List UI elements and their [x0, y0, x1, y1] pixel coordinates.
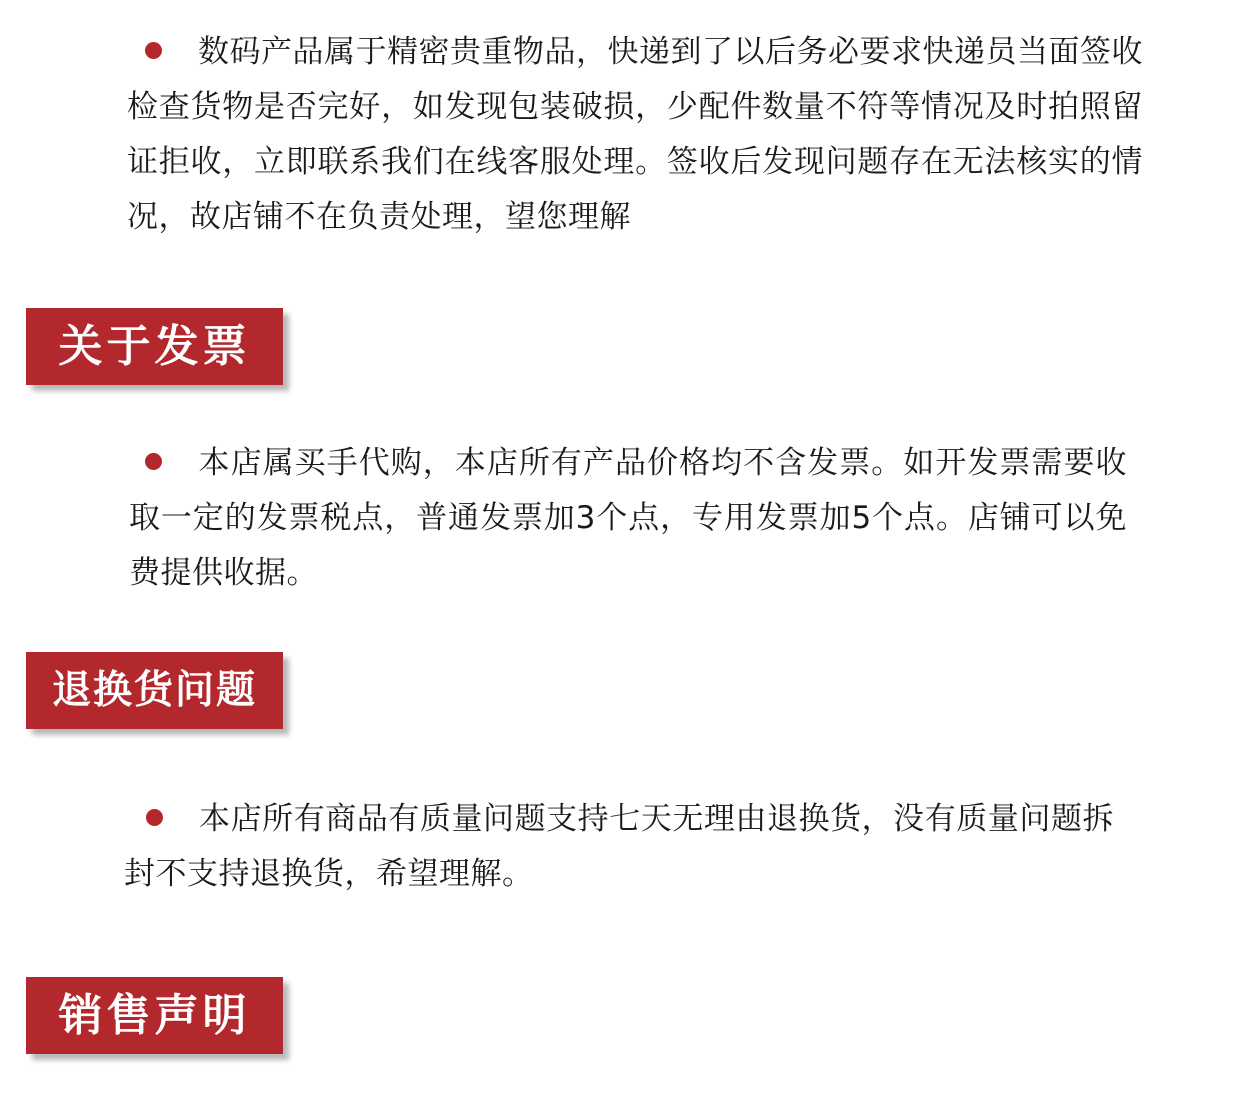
- heading-returns: 退换货问题: [26, 652, 283, 729]
- returns-text: 本店所有商品有质量问题支持七天无理由退换货，没有质量问题拆封不支持退换货，希望理解。: [124, 801, 1114, 892]
- inspection-paragraph: [127, 25, 1143, 245]
- bullet-dot-icon: [145, 453, 162, 470]
- returns-paragraph: [124, 792, 1114, 902]
- invoice-text: 本店属买手代购，本店所有产品价格均不含发票。如开发票需要收取一定的发票税点，普通发票加3个点，专用发票加5个点。店铺可以免费提供收据。: [129, 445, 1127, 591]
- heading-sales: 销售声明: [26, 977, 283, 1054]
- bullet-dot-icon: [146, 809, 163, 826]
- invoice-paragraph: [129, 436, 1127, 601]
- inspection-text: 数码产品属于精密贵重物品，快递到了以后务必要求快递员当面签收检查货物是否完好，如发现包装破损，少配件数量不符等情况及时拍照留证拒收，立即联系我们在线客服处理。签收后发现问题存在无法核实的情况，故店铺不在负责处理，望您理解: [127, 34, 1143, 235]
- bullet-dot-icon: [145, 42, 162, 59]
- heading-invoice: 关于发票: [26, 308, 283, 385]
